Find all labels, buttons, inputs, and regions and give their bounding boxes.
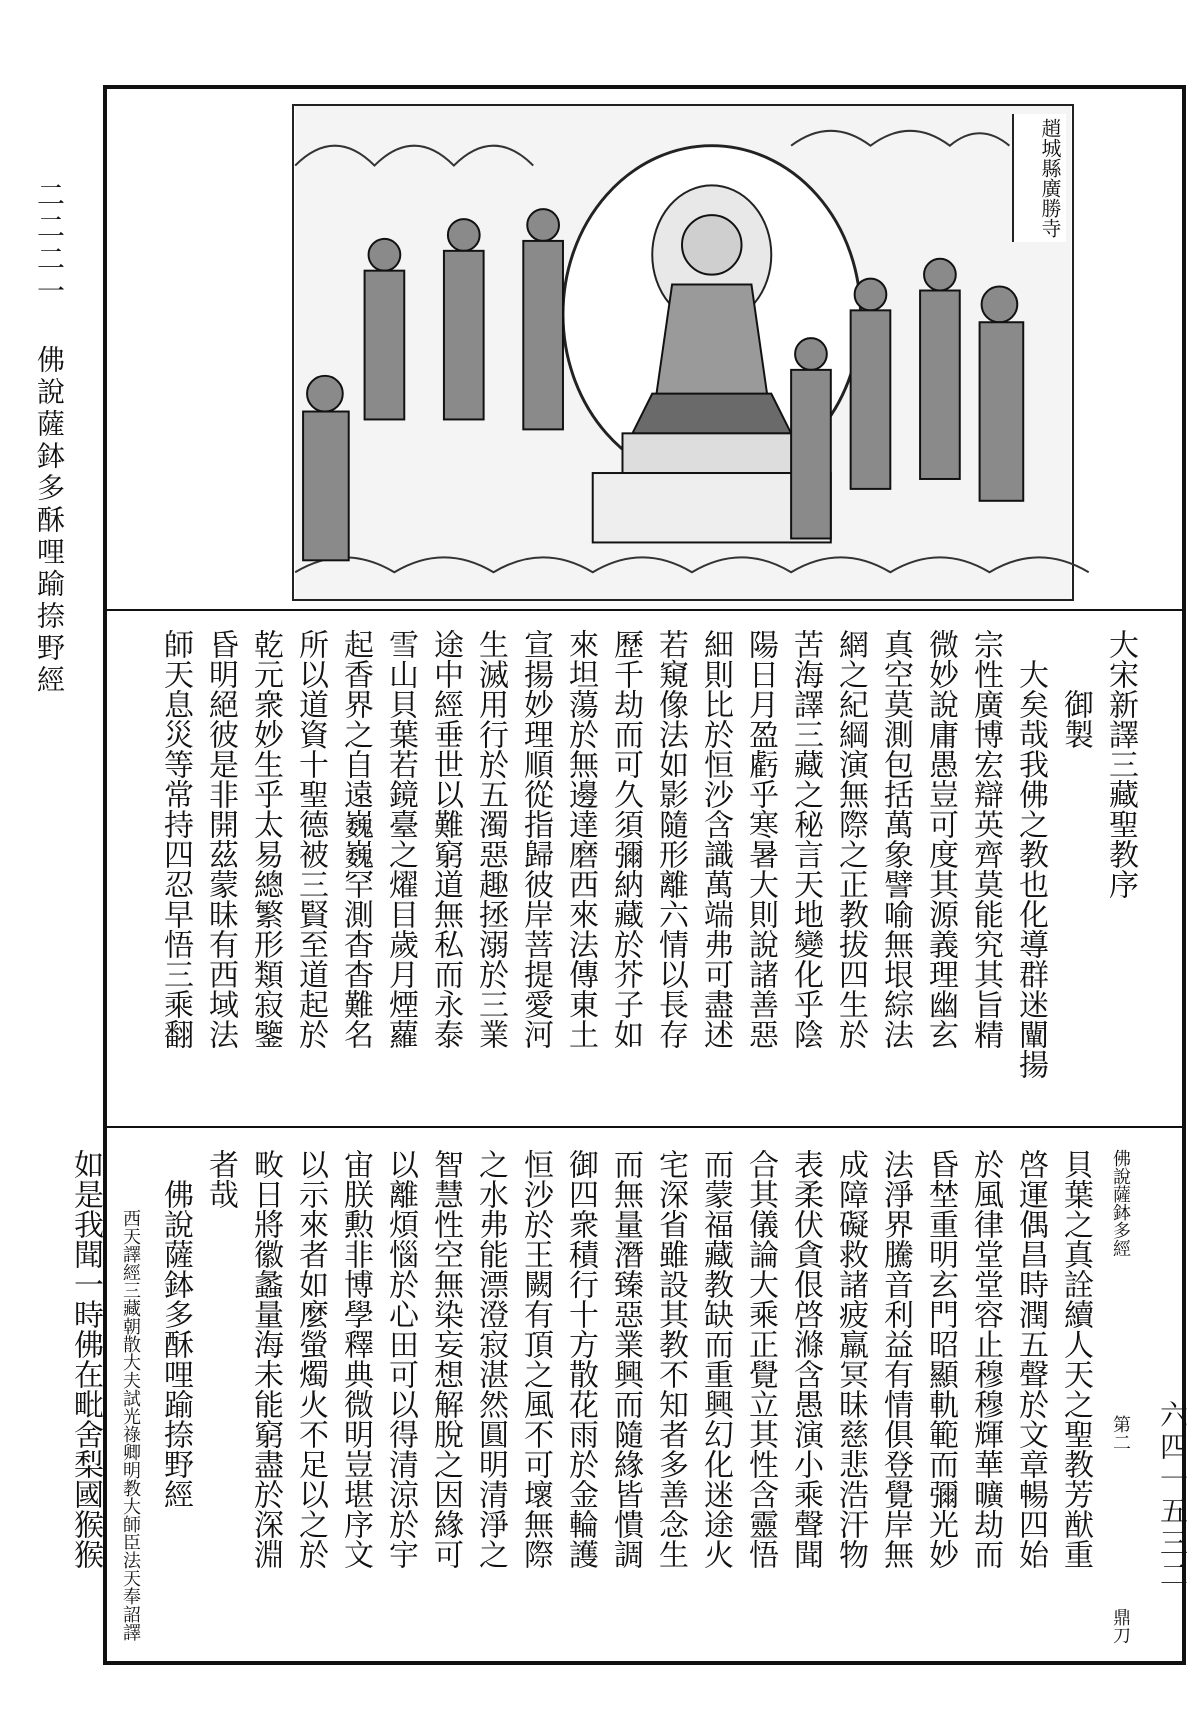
preface-continuation-line: 成障礙救諸疲羸冥昧慈悲浩汗物 xyxy=(833,1149,868,1569)
preface-continuation-line: 貝葉之真詮續人天之聖教芳猷重 xyxy=(1058,1149,1093,1569)
preface-continuation-line: 以離煩惱於心田可以得清涼於宇 xyxy=(383,1149,418,1569)
preface-continuation-line: 者哉 xyxy=(203,1149,238,1209)
preface-panel xyxy=(157,629,1143,1109)
preface-line: 宣揚妙理順從指歸彼岸菩提愛河 xyxy=(518,629,553,1049)
running-header-num: 鼎刀 xyxy=(1110,1608,1131,1644)
preface-continuation-line: 之水弗能漂澄寂湛然圓明清淨之 xyxy=(473,1149,508,1569)
preface-line: 若窺像法如影隨形離六情以長存 xyxy=(653,629,688,1049)
preface-line: 微妙說庸愚豈可度其源義理幽玄 xyxy=(923,629,958,1049)
preface-continuation-line: 法淨界騰音利益有情俱登覺岸無 xyxy=(878,1149,913,1569)
preface-line: 雪山貝葉若鏡臺之燿目歲月煙蘿 xyxy=(383,629,418,1049)
preface-title: 大宋新譯三藏聖教序 xyxy=(1103,629,1138,899)
translator-credit: 西天譯經三藏朝散大夫試光祿卿明教大師臣法天奉詔譯 xyxy=(120,1209,141,1641)
preface-line: 起香界之自遠巍巍罕測杳杳難名 xyxy=(338,629,373,1049)
preface-line: 乾元衆妙生乎太易總繁形類寂鑒 xyxy=(248,629,283,1049)
page-frame xyxy=(68,85,1189,1665)
buddha-assembly-image xyxy=(294,106,1072,599)
preface-line: 陽日月盈虧乎寒暑大則說諸善惡 xyxy=(743,629,778,1049)
preface-line: 所以道資十聖德被三賢至道起於 xyxy=(293,629,328,1049)
preface-continuation-line: 智慧性空無染妄想解脫之因緣可 xyxy=(428,1149,463,1569)
preface-continuation-line: 表柔伏貪佷啓滌含愚演小乘聲聞 xyxy=(788,1149,823,1569)
preface-continuation-line: 以示來者如麼螢燭火不足以之於 xyxy=(293,1149,328,1569)
preface-line: 歷千劫而可久須彌納藏於芥子如 xyxy=(608,629,643,1049)
preface-continuation-line: 合其儀論大乘正覺立其性含靈悟 xyxy=(743,1149,778,1569)
preface-line: 宗性廣博宏辯英齊莫能究其旨精 xyxy=(968,629,1003,1049)
preface-line: 苦海譯三藏之秘言天地變化乎陰 xyxy=(788,629,823,1049)
preface-continuation-line: 宅深省雖設其教不知者多善念生 xyxy=(653,1149,688,1569)
preface-continuation-line: 於風律堂堂容止穆穆輝華曠劫而 xyxy=(968,1149,1003,1569)
preface-author: 御製 xyxy=(1058,689,1093,749)
preface-line: 細則比於恒沙含識萬端弗可盡述 xyxy=(698,629,733,1049)
frontispiece-illustration xyxy=(292,104,1074,601)
sutra-title: 佛說薩鉢多酥哩踰捺野經 xyxy=(158,1179,193,1509)
preface-continuation-line: 啓運偶昌時潤五聲於文章暢四始 xyxy=(1013,1149,1048,1569)
preface-continuation-line: 宙朕勲非博學釋典微明豈堪序文 xyxy=(338,1149,373,1569)
preface-line: 真空莫測包括萬象譬喻無垠綜法 xyxy=(878,629,913,1049)
preface-continuation-line: 而蒙福藏教缺而重興幻化迷途火 xyxy=(698,1149,733,1569)
running-header-mark: 第二 xyxy=(1110,1414,1131,1451)
sutra-opening-line: 如是我聞一時佛在毗舍梨國猴猴 xyxy=(68,1149,103,1569)
page-number: 六四一五三二 xyxy=(1156,1400,1189,1592)
preface-continuation-line: 畋日將徽蠡量海未能窮盡於深淵 xyxy=(248,1149,283,1569)
running-header-title: 佛說薩鉢多經 xyxy=(1110,1149,1131,1257)
section-divider xyxy=(107,1126,1182,1128)
margin-sutra-title: 佛說薩鉢多酥哩踰捺野經 xyxy=(33,345,66,697)
preface-line: 來坦蕩於無邊達磨西來法傳東土 xyxy=(563,629,598,1049)
preface-line: 師天息災等常持四忍早悟三乘翻 xyxy=(158,629,193,1049)
preface-line: 途中經垂世以難窮道無私而永泰 xyxy=(428,629,463,1049)
volume-number: 二二二一 xyxy=(33,180,66,308)
preface-continuation-line: 御四衆積行十方散花雨於金輪護 xyxy=(563,1149,598,1569)
temple-label: 趙城縣廣勝寺 xyxy=(1012,114,1066,242)
sutra-panel xyxy=(68,1149,1143,1644)
preface-line: 生滅用行於五濁惡趣拯溺於三業 xyxy=(473,629,508,1049)
preface-continuation-line: 而無量潛臻惡業興而隨緣皆憒調 xyxy=(608,1149,643,1569)
section-divider xyxy=(107,609,1182,611)
preface-line: 大矣哉我佛之教也化導群迷闡揚 xyxy=(1013,659,1048,1079)
running-header xyxy=(1098,1149,1143,1644)
preface-continuation-line: 恒沙於王闕有頂之風不可壞無際 xyxy=(518,1149,553,1569)
preface-line: 網之紀綱演無際之正教拔四生於 xyxy=(833,629,868,1049)
preface-line: 昏明絕彼是非開茲蒙昧有西域法 xyxy=(203,629,238,1049)
preface-continuation-line: 昏埜重明玄門昭顯軌範而彌光妙 xyxy=(923,1149,958,1569)
